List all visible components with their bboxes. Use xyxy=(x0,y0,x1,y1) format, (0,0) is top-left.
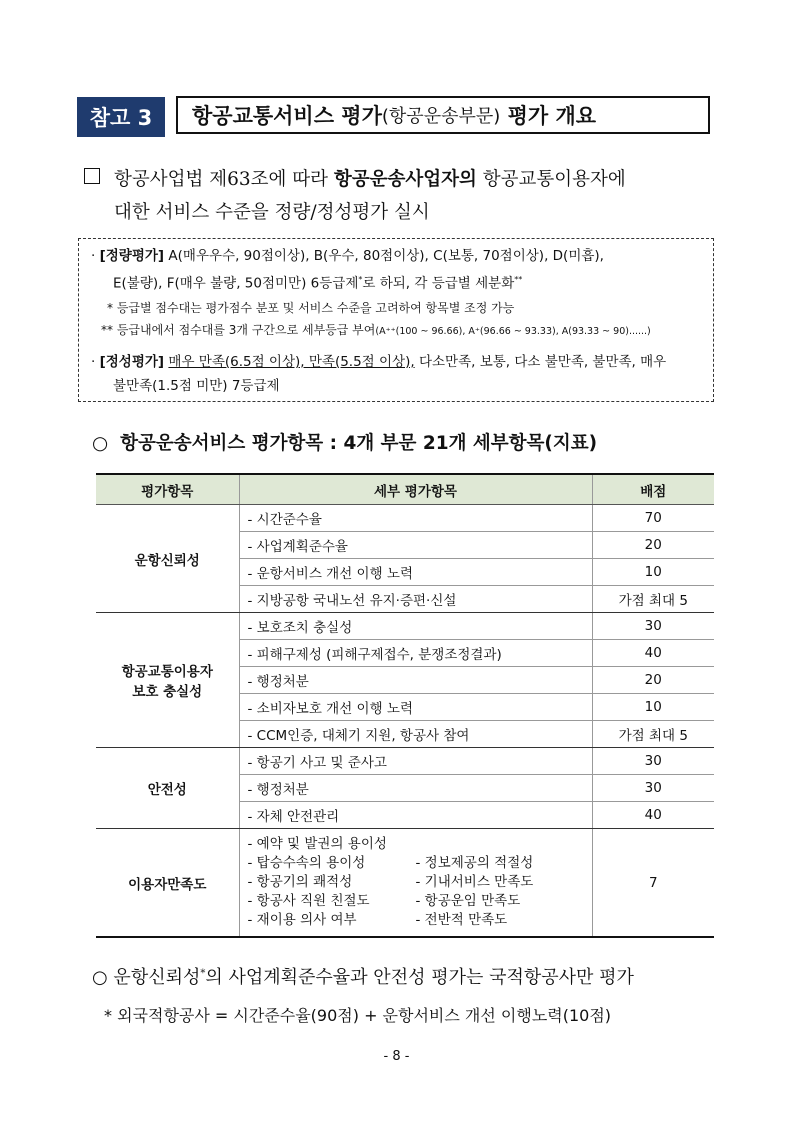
title-paren: (항공운송부문) xyxy=(381,106,501,127)
evaluation-method-box xyxy=(78,238,714,402)
item-name: - 피해구제성 (피해구제접수, 분쟁조정결과) xyxy=(239,640,592,667)
checkbox-bullet-icon xyxy=(84,168,100,184)
footer-note-2: * 외국적항공사 = 시간준수율(90점) + 운항서비스 개선 이행노력(10점) xyxy=(104,1006,612,1025)
item-name: - 항공기 사고 및 준사고 xyxy=(239,748,592,775)
category-line-1: 항공교통이용자 xyxy=(121,664,213,680)
satisfaction-line: - 재이용 의사 여부 - 전반적 만족도 xyxy=(247,912,508,928)
category-user-protection xyxy=(96,613,239,748)
footer-note-1: ○ 운항신뢰성*의 사업계획준수율과 안전성 평가는 국적항공사만 평가 xyxy=(92,967,634,988)
section-heading xyxy=(92,429,597,455)
page-number: - 8 - xyxy=(383,1049,410,1064)
item-points: 40 xyxy=(592,640,714,667)
header-detail: 세부 평가항목 xyxy=(239,474,592,505)
table-row xyxy=(96,829,714,938)
note-2a: ** 등급내에서 점수대를 3개 구간으로 세부등급 부여 xyxy=(101,323,376,337)
note-2b: (A⁺⁺(100 ~ 96.66), A⁺(96.66 ~ 93.33), A(93.33 ~ 90)......) xyxy=(375,326,651,337)
quant-text-2: E(불량), F(매우 불량, 50점미만) 6등급제 xyxy=(113,275,359,292)
item-name: - 자체 안전관리 xyxy=(239,802,592,829)
intro-text-1: 항공사업법 제63조에 따라 xyxy=(114,169,334,190)
item-points: 10 xyxy=(592,694,714,721)
item-name: - 행정처분 xyxy=(239,667,592,694)
category-line-2: 보호 충실성 xyxy=(132,684,203,700)
item-points: 7 xyxy=(592,829,714,938)
item-points: 10 xyxy=(592,559,714,586)
evaluation-items-table xyxy=(96,473,714,938)
satisfaction-items xyxy=(239,829,592,938)
quant-text-3: 로 하되, 각 등급별 세분화 xyxy=(362,275,515,292)
item-points: 20 xyxy=(592,532,714,559)
item-name: - 지방공항 국내노선 유지·증편·신설 xyxy=(239,586,592,613)
item-points: 30 xyxy=(592,775,714,802)
header-points: 배점 xyxy=(592,474,714,505)
page-title xyxy=(176,96,710,134)
quant-eval-line-2: E(불량), F(매우 불량, 50점미만) 6등급제*로 하되, 각 등급별 세분화** xyxy=(113,275,523,292)
qual-eval-line-2: 불만족(1.5점 미만) 7등급제 xyxy=(113,378,280,394)
item-name: - 행정처분 xyxy=(239,775,592,802)
item-points: 30 xyxy=(592,613,714,640)
item-name: - 시간준수율 xyxy=(239,505,592,532)
intro-text-2: 항공교통이용자에 xyxy=(476,169,626,190)
quant-text-1: A(매우우수, 90점이상), B(우수, 80점이상), C(보통, 70점이상), D(미흡), xyxy=(164,248,604,264)
category-safety: 안전성 xyxy=(96,748,239,829)
quant-eval-line-1: · [정량평가] A(매우우수, 90점이상), B(우수, 80점이상), C(보통, 70점이상), D(미흡), xyxy=(91,248,604,264)
item-name: - CCM인증, 대체기 지원, 항공사 참여 xyxy=(239,721,592,748)
table-row xyxy=(96,748,714,775)
item-name: - 운항서비스 개선 이행 노력 xyxy=(239,559,592,586)
qual-text: 다소만족, 보통, 다소 불만족, 불만족, 매우 xyxy=(414,354,667,370)
table-row xyxy=(96,613,714,640)
category-operation-reliability: 운항신뢰성 xyxy=(96,505,239,613)
item-points: 70 xyxy=(592,505,714,532)
item-points: 40 xyxy=(592,802,714,829)
reference-tag: 참고 3 xyxy=(77,97,165,137)
qual-eval-line-1: · [정성평가] 매우 만족(6.5점 이상), 만족(5.5점 이상), 다소만족, 보통, 다소 불만족, 불만족, 매우 xyxy=(91,354,667,370)
circle-bullet-icon: ○ xyxy=(92,433,109,454)
item-name: - 소비자보호 개선 이행 노력 xyxy=(239,694,592,721)
title-main: 항공교통서비스 평가 xyxy=(192,104,382,128)
intro-line-2: 대한 서비스 수준을 정량/정성평가 실시 xyxy=(114,202,430,223)
qual-label: [정성평가] xyxy=(99,354,165,370)
note-2 xyxy=(101,319,705,343)
table-header-row xyxy=(96,474,714,505)
item-points: 가점 최대 5 xyxy=(592,721,714,748)
item-points: 20 xyxy=(592,667,714,694)
item-name: - 사업계획준수율 xyxy=(239,532,592,559)
satisfaction-line: - 항공기의 쾌적성 - 기내서비스 만족도 xyxy=(247,874,534,890)
intro-bold: 항공운송사업자의 xyxy=(333,169,477,190)
satisfaction-line: - 예약 및 발권의 용이성 xyxy=(247,836,387,852)
item-points: 30 xyxy=(592,748,714,775)
header-category: 평가항목 xyxy=(96,474,239,505)
qual-underlined: 매우 만족(6.5점 이상), 만족(5.5점 이상), xyxy=(168,354,415,370)
satisfaction-line: - 항공사 직원 친절도 - 항공운임 만족도 xyxy=(247,893,521,909)
table-row xyxy=(96,505,714,532)
note-1: * 등급별 점수대는 평가점수 분포 및 서비스 수준을 고려하여 항목별 조정 가능 xyxy=(107,301,515,315)
category-user-satisfaction: 이용자만족도 xyxy=(96,829,239,938)
intro-paragraph xyxy=(84,163,724,229)
satisfaction-line: - 탑승수속의 용이성 - 정보제공의 적절성 xyxy=(247,855,534,871)
title-tail: 평가 개요 xyxy=(500,104,597,128)
item-name: - 보호조치 충실성 xyxy=(239,613,592,640)
section-title: 항공운송서비스 평가항목 : 4개 부문 21개 세부항목(지표) xyxy=(120,433,598,454)
quant-label: [정량평가] xyxy=(99,248,165,264)
item-points: 가점 최대 5 xyxy=(592,586,714,613)
